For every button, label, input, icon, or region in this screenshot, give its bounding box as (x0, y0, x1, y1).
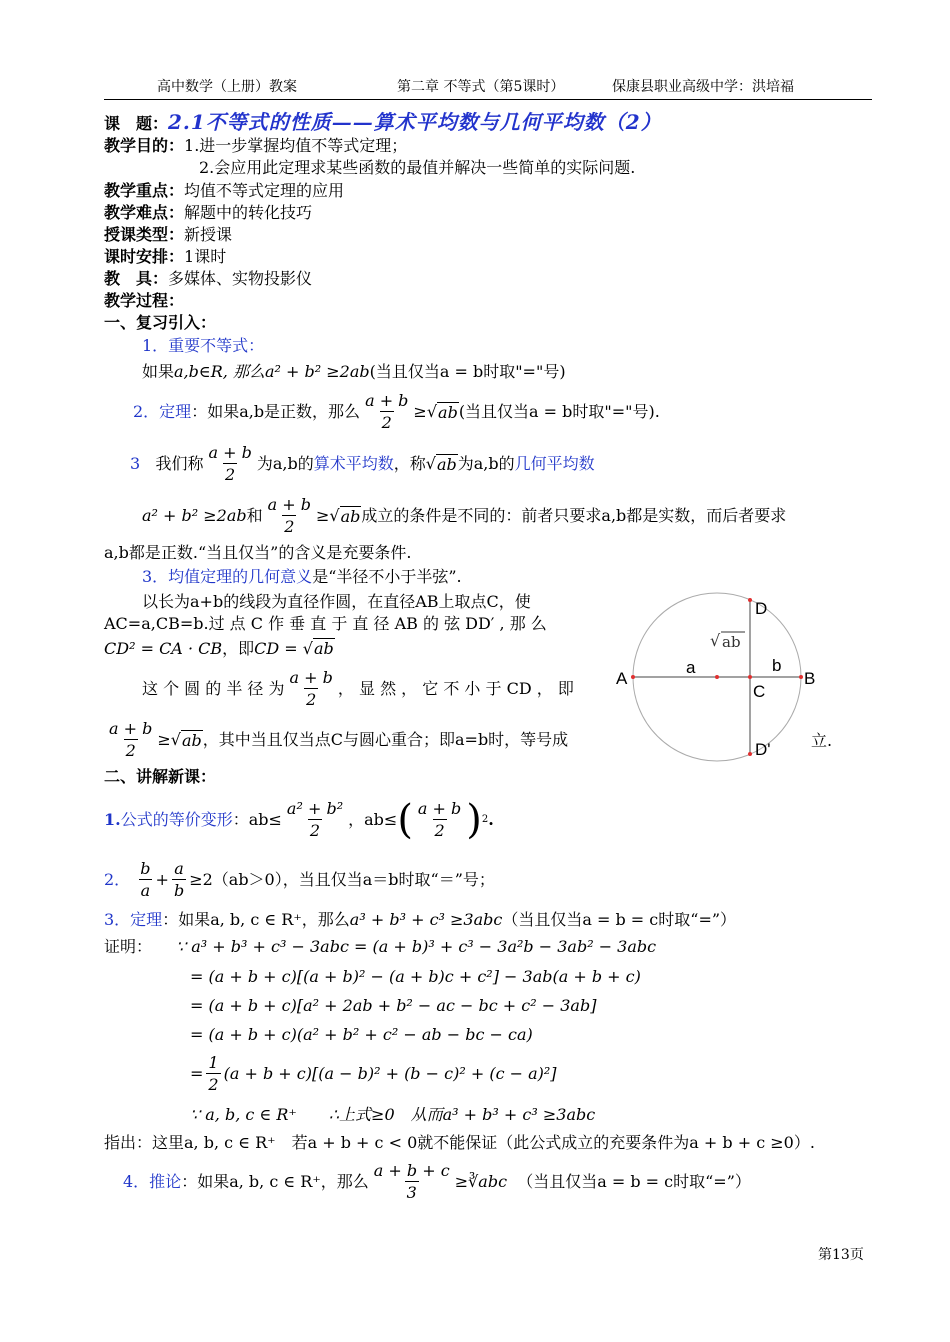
f1-mid: ，ab≤ (348, 810, 398, 829)
time-text: 1课时 (184, 247, 227, 266)
type-text: 新授课 (184, 225, 233, 244)
review-para-1-cont: a,b都是正数.“当且仅当”的含义是充要条件. (104, 543, 412, 562)
proof-line-2: = (a + b + c)[(a + b)² − (a + b)c + c²] − 3ab(a + b + c) (190, 967, 641, 986)
label-sqrt-ab: ab (722, 633, 741, 651)
item1-pre: 如果 (142, 362, 175, 381)
frac-num: a + b (208, 442, 252, 462)
review-heading: 一、复习引入： (104, 313, 217, 332)
circle-figure (600, 585, 840, 775)
frac-b-over-a (138, 859, 152, 902)
para1-ineq: a² + b² ≥2ab (142, 506, 247, 525)
geo4b-text: ， 显 然 ， 它 不 小 于 CD ， 即 (337, 679, 574, 698)
frac-apbpc-over-3 (372, 1161, 452, 1204)
frac-apb-over-2 (206, 443, 253, 486)
square-exp: 2 (481, 814, 489, 825)
goals-line (104, 136, 407, 156)
f2-num: 2． (104, 870, 131, 889)
geo-text-5: $\frac{a + b}{2}$ ≥√ ab ，其中当且仅当点C与圆心重合；即a=b时，等号成 (109, 718, 569, 760)
item2-text: ：如果a,b是正数，那么 (191, 402, 361, 421)
proof5-pre: (a + b + c) (223, 1064, 312, 1083)
f3-ineq: a³ + b³ + c³ ≥3abc (349, 910, 503, 929)
sqrt-ab: ab (438, 402, 458, 422)
goal-2: 2.会应用此定理求某些函数的最值并解决一些简单的实际问题. (199, 158, 636, 177)
type-label: 授课类型： (104, 225, 185, 244)
frac-1-over-2 (206, 1053, 220, 1096)
frac-den: 2 (306, 689, 317, 709)
time-line (104, 247, 226, 267)
item2-note: (当且仅当a = b时取"="号). (458, 402, 660, 421)
frac-den: 2 (284, 516, 295, 536)
label-a-point: A (616, 669, 628, 688)
key-line (104, 181, 344, 201)
goals-label: 教学目的： (104, 136, 185, 155)
frac-apb-over-2 (363, 391, 410, 434)
frac-num: a + b (289, 667, 333, 687)
header-right: 保康县职业高级中学：洪培福 (612, 79, 794, 95)
geo-text-1: 以长为a+b的线段为直径作圆，在直径AB上取点C，使 (142, 592, 531, 611)
frac-den: 2 (125, 740, 136, 760)
item3-mid: 为a,b的 (256, 454, 314, 473)
frac-a-over-b (172, 859, 186, 902)
tools-line (104, 269, 312, 289)
f4-rhs: ≥∛abc (454, 1172, 508, 1191)
f1-text: ：ab≤ (232, 810, 282, 829)
frac-num: b (140, 858, 151, 878)
tools-text: 多媒体、实物投影仪 (168, 269, 313, 288)
frac-a2b2-over-2 (285, 799, 345, 842)
formula-2: 2． $\frac{b}{a}$ + $\frac{a}{b}$ ≥2（ab＞0），当且仅当a＝b时取“＝”号； (104, 858, 495, 900)
sqrt-ab: ab (314, 639, 334, 658)
frac-den: 2 (208, 1074, 219, 1094)
review-para-1: a² + b² ≥2ab 和 $\frac{a + b}{2}$ ≥√ ab 成立的条件是不同的：前者只要求a,b都是实数，而后者要求 (142, 494, 787, 536)
formula-1: 1. 公式的等价变形 ：ab≤ $\frac{\text{a² + b²}}{2}$ ，ab≤ ( $\frac{a + b}{2}$ ) 2 . (104, 797, 494, 843)
sqrt-ab: ab (340, 506, 361, 526)
f1-label: 公式的等价变形 (120, 810, 233, 829)
label-b-segment: b (772, 656, 782, 675)
difficulty-text: 解题中的转化技巧 (184, 203, 313, 222)
frac-num: 1 (208, 1052, 219, 1072)
sqrt-ab: ab (181, 730, 202, 750)
frac-den: 2 (225, 464, 236, 484)
note-line (104, 1133, 815, 1153)
geo-text-4 (142, 663, 574, 715)
key-label: 教学重点： (104, 181, 185, 200)
geo4-text: 这 个 圆 的 半 径 为 (142, 679, 285, 698)
point-dprime (748, 752, 752, 756)
geo5-text: ，其中当且仅当点C与圆心重合；即a=b时，等号成 (202, 730, 569, 749)
frac-num: a + b (109, 718, 153, 738)
new-lesson-heading: 二、讲解新课： (104, 767, 217, 786)
frac-num: a (174, 858, 184, 878)
header-middle: 第二章 不等式（第5课时） (397, 79, 565, 95)
title-label: 课 题： (104, 114, 169, 133)
f1-num: 1. (104, 810, 121, 829)
item3-pre: 我们称 (155, 454, 204, 473)
type-line (104, 225, 232, 245)
label-b-point: B (804, 669, 816, 688)
frac-num: a² + b² (286, 798, 344, 818)
header-left: 高中数学（上册）教案 (157, 79, 297, 95)
center-point (715, 675, 719, 679)
arith-mean-term: 算术平均数 (313, 454, 394, 473)
frac-den: 2 (309, 820, 321, 840)
frac-apb-over-2 (266, 495, 313, 538)
proof-line-6: ∵ a, b, c ∈ R⁺ ∴上式≥0 从而a³ + b³ + c³ ≥3abc (190, 1105, 596, 1124)
note-text: 这里a, b, c ∈ R⁺ 若a + b + c < 0就不能保证（此公式成立的充要条件为a + b + c ≥0）. (152, 1133, 815, 1152)
item1-cond: a,b∈R, 那么 (174, 362, 265, 381)
proof5-rest: [(a − b)² + (b − c)² + (c − a)²] (311, 1064, 557, 1083)
difficulty-label: 教学难点： (104, 203, 185, 222)
header-rule (104, 99, 872, 100)
f3-note: （当且仅当a = b = c时取“=”） (502, 910, 737, 929)
title-line (104, 110, 662, 136)
item4-text: 是“半径不小于半弦”. (312, 567, 462, 586)
item3-mid3: 为a,b的 (457, 454, 515, 473)
geo3-a: CD² = CA · CB (104, 639, 223, 658)
goal-1: 1.进一步掌握均值不等式定理； (184, 136, 408, 155)
proof-line-5 (190, 1050, 557, 1098)
frac-apb-over-2 (288, 668, 335, 711)
label-dprime: D' (755, 740, 771, 759)
geo-text-2: AC=a,CB=b.过 点 C 作 垂 直 于 直 径 AB 的 弦 DD′ , 那 么 (104, 614, 547, 633)
f3-label: 3．定理 (104, 910, 163, 929)
review-item-1: 1．重要不等式： (142, 336, 265, 355)
proof-line-1: ∵ a³ + b³ + c³ − 3abc = (a + b)³ + c³ − 3a²b − 3ab² − 3abc (176, 937, 657, 956)
tools-label: 教 具： (104, 269, 169, 288)
f4-text: ：如果a, b, c ∈ R⁺，那么 (181, 1172, 369, 1191)
geo-text-3: CD² = CA · CB，即CD = √ab (104, 639, 334, 658)
lesson-title: 2.1不等式的性质——算术平均数与几何平均数（2） (168, 110, 662, 134)
proof-line-3: = (a + b + c)[a² + 2ab + b² − ac − bc + c² − 3ab] (190, 996, 597, 1015)
frac-num: a + b + c (373, 1160, 450, 1180)
item1-note: (当且仅当a = b时取"="号) (369, 362, 566, 381)
geo-text-5-end: 立. (811, 731, 833, 750)
theorem-3 (104, 910, 736, 930)
f4-label: 4．推论 (123, 1172, 182, 1191)
frac-den: 3 (406, 1182, 417, 1202)
point-c (748, 675, 752, 679)
item3-num: 3 (130, 454, 141, 473)
point-d (748, 598, 752, 602)
frac-den: 2 (381, 412, 392, 432)
corollary-4 (123, 1156, 751, 1208)
para1-text: 成立的条件是不同的：前者只要求a,b都是实数，而后者要求 (361, 506, 787, 525)
review-item-3: 3 我们称 $\frac{a + b}{2}$ 为a,b的 算术平均数 ，称 √ ab 为a,b的 几何平均数 (130, 442, 595, 484)
proof5-eq: = (190, 1064, 204, 1083)
proof-line-4: = (a + b + c)(a² + b² + c² − ab − bc − ca) (190, 1025, 533, 1044)
geo3-b: ，即 (222, 639, 255, 658)
item2-label: 2．定理 (133, 402, 192, 421)
label-a-segment: a (686, 658, 696, 677)
review-item-4 (142, 567, 462, 587)
frac-den: b (173, 880, 185, 900)
point-b (799, 675, 803, 679)
frac-apb-over-2 (107, 719, 154, 762)
proof-label: 证明： (104, 937, 153, 956)
item4-label: 3．均值定理的几何意义 (142, 567, 313, 586)
frac-num: a + b (365, 390, 409, 410)
frac-num: a + b (417, 798, 462, 818)
sqrt-symbol: √ (710, 631, 721, 650)
f2-text: ≥2（ab＞0），当且仅当a＝b时取“＝”号； (189, 870, 495, 889)
label-d: D (755, 599, 768, 618)
f3-text: ：如果a, b, c ∈ R⁺，那么 (162, 910, 350, 929)
geo-mean-term: 几何平均数 (514, 454, 595, 473)
difficulty-line (104, 203, 312, 223)
frac-num: a + b (267, 494, 312, 514)
review-item-2: 2．定理 ：如果a,b是正数，那么 $\frac{a + b}{2}$ ≥√ ab (当且仅当a = b时取"="号). (133, 390, 660, 432)
time-label: 课时安排： (104, 247, 185, 266)
geo3-c: CD = (254, 639, 303, 658)
label-c-point: C (753, 682, 766, 701)
sqrt-ab: ab (436, 454, 457, 474)
f4-note: （当且仅当a = b = c时取“=”） (517, 1172, 751, 1191)
key-text: 均值不等式定理的应用 (184, 181, 345, 200)
point-a (631, 675, 635, 679)
page-number: 第13页 (818, 1247, 864, 1263)
review-item-1-formula (142, 362, 566, 382)
process-label: 教学过程： (104, 291, 185, 310)
frac-den: 2 (434, 820, 445, 840)
item3-mid2: ，称 (393, 454, 426, 473)
frac-apb-over-2 (416, 799, 463, 842)
note-label: 指出： (104, 1133, 153, 1152)
para1-mid: 和 (246, 506, 263, 525)
item1-ineq: a² + b² ≥2ab (264, 362, 370, 381)
frac-den: a (140, 880, 151, 900)
